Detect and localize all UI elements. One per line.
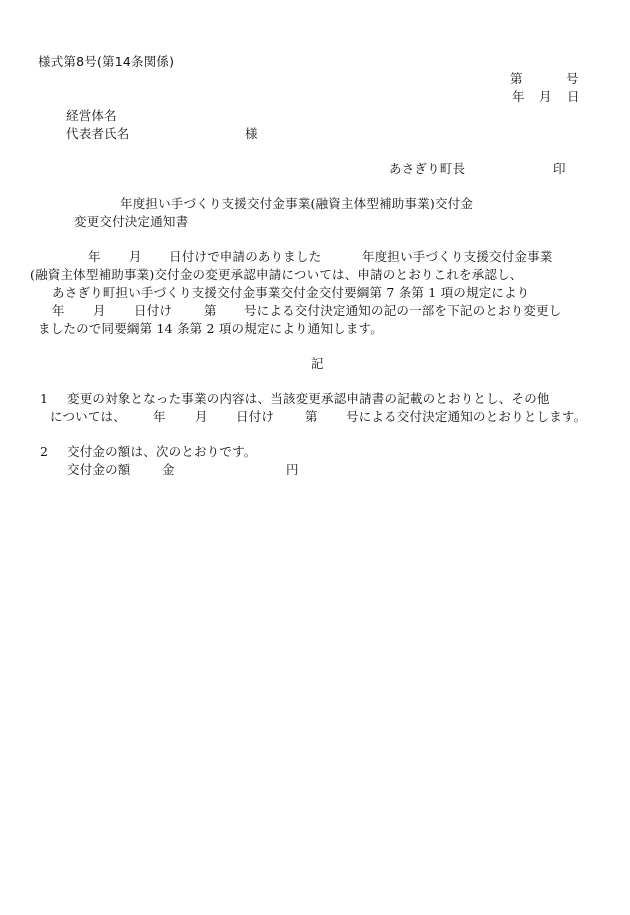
doc-number-suffix: 号 (566, 71, 579, 86)
item1-number: 1 (40, 391, 49, 406)
recipient-rep-label: 代表者氏名 (66, 126, 130, 141)
ki-heading: 記 (311, 356, 324, 371)
item2-amount-yen: 円 (286, 462, 299, 477)
item1-l2-rest: 号による交付決定通知のとおりとします。 (346, 409, 587, 424)
recipient-honorific: 様 (245, 126, 258, 141)
item2-number: 2 (40, 444, 49, 459)
body-l4-year: 年 (52, 303, 65, 318)
item2-amount-kin: 金 (162, 462, 175, 477)
item1-l2-year: 年 (153, 409, 166, 424)
sender-seal: 印 (553, 161, 566, 176)
doc-number-prefix: 第 (510, 71, 523, 86)
body-l1-fiscal: 年度担い手づくり支援交付金事業 (362, 249, 553, 264)
item2-amount-label: 交付金の額 (67, 462, 131, 477)
body-l1-year: 年 (88, 249, 101, 264)
body-l1-date: 日付けで申請のありました (169, 249, 322, 264)
body-l1-month: 月 (129, 249, 142, 264)
body-l4-no: 第 (204, 303, 217, 318)
item1-line1: 変更の対象となった事業の内容は、当該変更承認申請書の記載のとおりとし、その他 (67, 391, 550, 406)
doc-date-day: 日 (567, 89, 580, 104)
title-line2: 変更交付決定通知書 (74, 214, 189, 229)
sender-name: あさぎり町長 (389, 161, 466, 176)
form-label: 様式第8号(第14条関係) (38, 54, 175, 69)
item1-l2-date: 日付け (236, 409, 275, 424)
body-l4-date: 日付け (134, 303, 173, 318)
item2-line1: 交付金の額は、次のとおりです。 (67, 444, 257, 459)
body-l4-month: 月 (93, 303, 106, 318)
item1-l2-prefix: については、 (50, 409, 126, 424)
recipient-entity-label: 経営体名 (66, 108, 117, 123)
body-l3: あさぎり町担い手づくり支援交付金事業交付金交付要綱第 7 条第 1 項の規定により (52, 285, 530, 300)
body-l2: (融資主体型補助事業)交付金の変更承認申請については、申請のとおりこれを承認し、 (30, 267, 523, 282)
item1-l2-month: 月 (195, 409, 208, 424)
body-l5: ましたので同要綱第 14 条第 2 項の規定により通知します。 (38, 321, 383, 336)
item1-l2-no: 第 (305, 409, 318, 424)
doc-date-month: 月 (539, 89, 552, 104)
title-line1: 年度担い手づくり支援交付金事業(融資主体型補助事業)交付金 (120, 196, 474, 211)
body-l4-rest: 号による交付決定通知の記の一部を下記のとおり変更し (244, 303, 562, 318)
doc-date-year: 年 (512, 89, 525, 104)
